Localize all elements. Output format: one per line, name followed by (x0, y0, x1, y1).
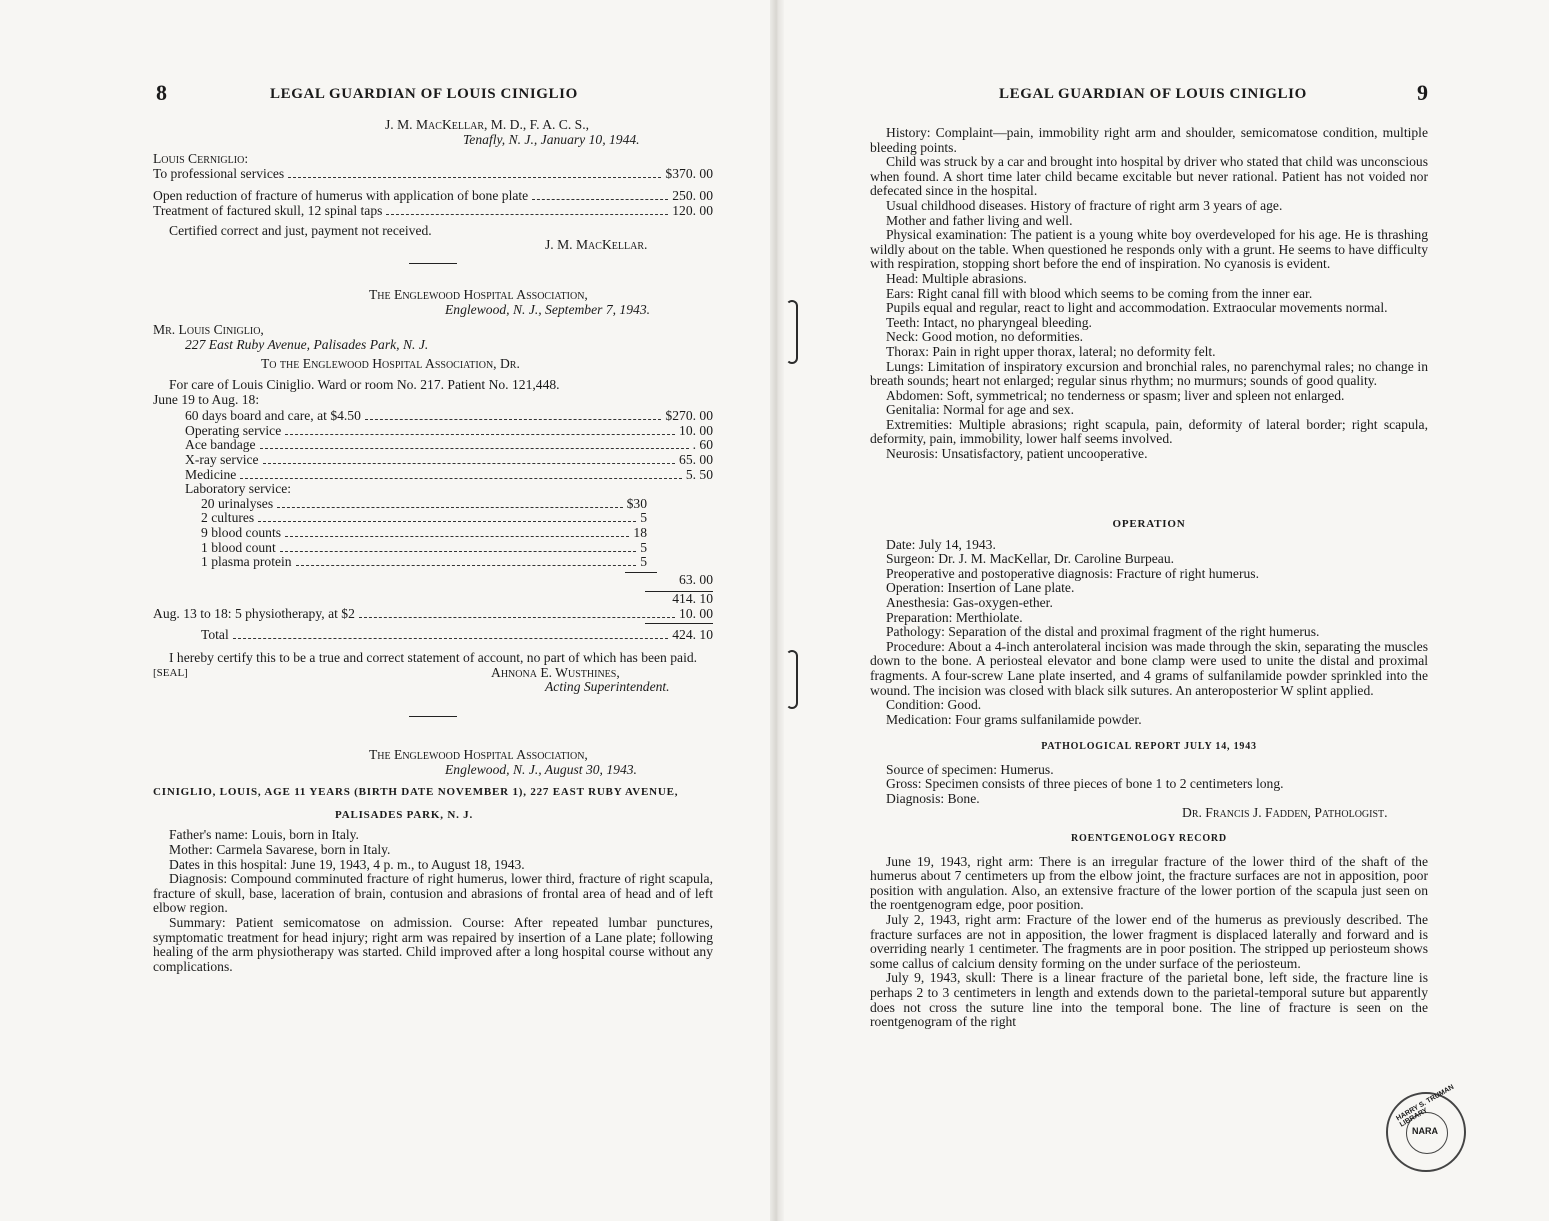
subtotal-amount: 414. 10 (672, 591, 713, 607)
operation-paragraph: Condition: Good. (886, 697, 982, 713)
bill2-line-item: Medicine 5. 50 (185, 466, 713, 482)
bill2-org: The Englewood Hospital Association, (369, 287, 588, 302)
operation-paragraph: Anesthesia: Gas-oxygen-ether. (886, 594, 1053, 610)
pathology-heading: PATHOLOGICAL REPORT JULY 14, 1943 (1041, 741, 1257, 752)
history-paragraph: Pupils equal and regular, react to light and accommodation. Extraocular movements normal. (886, 300, 1388, 316)
stamp-center-text: NARA (1412, 1126, 1438, 1136)
bill2-certify: I hereby certify this to be a true and correct statement of account, no part of which has been paid. (169, 650, 698, 666)
operation-paragraph: Pathology: Separation of the distal and proximal fragment of the right humerus. (886, 624, 1320, 640)
bill2-line-item: 60 days board and care, at $4.50 $270. 00 (185, 408, 713, 424)
hospital-bill (153, 288, 713, 717)
record-heading-cont: PALISADES PARK, N. J. (335, 808, 474, 821)
operation-paragraph: Date: July 14, 1943. (886, 536, 996, 552)
signer-title: Acting Superintendent. (545, 679, 670, 695)
pathologist-signature: Dr. Francis J. Fadden, Pathologist. (1182, 805, 1388, 821)
left-page-number: 8 (156, 80, 167, 105)
operation-heading: OPERATION (1112, 518, 1186, 530)
diagnosis-paragraph: Diagnosis: Compound comminuted fracture of right humerus, lower third, fracture of right scapula, fracture of skull, base, laceration of brain, contusion and abrasions of frontal area of head and of left elbow region. (153, 871, 713, 916)
record-heading: CINIGLIO, LOUIS, AGE 11 YEARS (BIRTH DATE NOVEMBER 1), 227 EAST RUBY AVENUE, (153, 786, 679, 799)
roentgenology-paragraph: June 19, 1943, right arm: There is an irregular fracture of the lower third of the shaft of the humerus about 7 centimeters up from the elbow joint, the fracture surfaces are not in apposition, poor position with angulation. Also, an extensive fracture of the lower portion of the scapula just seen on the roentgenogram edge, poor position. (870, 853, 1428, 913)
pathology-paragraph: Gross: Specimen consists of three pieces of bone 1 to 2 centimeters long. (886, 776, 1284, 792)
bill2-items (153, 409, 713, 587)
bill2-to-line: To the Englewood Hospital Association, Dr. (261, 356, 520, 372)
operation-paragraph: Preoperative and postoperative diagnosis: Fracture of right humerus. (886, 565, 1259, 581)
separator-rule (409, 716, 457, 717)
summary-paragraph: Summary: Patient semicomatose on admission. Course: After repeated lumbar punctures, symptomatic treatment for head injury; right arm was repaired by insertion of a Lane plate; following healing of the arm physiotherapy was started. Child improved after a long hospital course without any complications. (153, 914, 713, 974)
father-line: Father's name: Louis, born in Italy. (169, 827, 359, 843)
history-paragraph: Extremities: Multiple abrasions; right scapula, pain, deformity of lateral border; right scapula, deformity, pain, immobility, lower half seems involved. (870, 416, 1428, 447)
history-paragraph: Neck: Good motion, no deformities. (886, 329, 1084, 345)
lab-total: 63. 00 (679, 571, 713, 587)
doctor-name: J. M. MacKellar, M. D., F. A. C. S., (385, 117, 590, 132)
bill2-care-line: For care of Louis Ciniglio. Ward or room No. 217. Patient No. 121,448. (169, 376, 560, 392)
discharge-record (153, 748, 713, 974)
operation-section (870, 517, 1428, 727)
binding-staple-upper (786, 300, 798, 364)
dates-line: Dates in this hospital: June 19, 1943, 4 p. m., to August 18, 1943. (169, 856, 525, 872)
lab-total-row (185, 573, 713, 588)
bill2-line-item: Ace bandage . 60 (185, 437, 713, 453)
right-page-number: 9 (1417, 80, 1428, 105)
right-running-head: LEGAL GUARDIAN OF LOUIS CINIGLIO (999, 86, 1307, 102)
truman-library-stamp (1386, 1083, 1466, 1172)
binding-staple-lower (786, 650, 798, 709)
history-paragraph: Mother and father living and well. (886, 212, 1073, 228)
history-paragraph: History: Complaint—pain, immobility right arm and shoulder, semicomatose condition, multiple bleeding points. (870, 125, 1428, 155)
roentgenology-paragraph: July 9, 1943, skull: There is a linear fracture of the parietal bone, left side, the fracture line is perhaps 2 to 3 centimeters in length and extends down to the parietal-temporal suture but apparently does not cross the suture line into the temporal bone. The line of fracture is seen on the roentgenogram of the right (870, 970, 1428, 1030)
record-place-date: Englewood, N. J., August 30, 1943. (445, 761, 637, 777)
bill1-line-item: Open reduction of fracture of humerus with application of bone plate 250. 00 (153, 188, 713, 204)
lab-line-item: 2 cultures 5 (201, 510, 647, 526)
pathology-paragraph: Source of specimen: Humerus. (886, 761, 1054, 777)
history-paragraph: Thorax: Pain in right upper thorax, lateral; no deformity felt. (886, 343, 1216, 359)
history-paragraph: Usual childhood diseases. History of fracture of right arm 3 years of age. (886, 197, 1283, 213)
total-rule (645, 623, 713, 624)
bill2-period: June 19 to Aug. 18: (153, 391, 260, 407)
bill1-certified: Certified correct and just, payment not received. (169, 222, 432, 238)
lab-line-item: 1 blood count 5 (201, 539, 647, 555)
bill2-address: 227 East Ruby Avenue, Palisades Park, N. J. (185, 336, 429, 352)
lab-line-item: 20 urinalyses $30 (201, 495, 647, 511)
history-paragraph: Ears: Right canal fill with blood which seems to be coming from the inner ear. (886, 285, 1313, 301)
bill2-line-item: X-ray service 65. 00 (185, 451, 713, 467)
history-section (870, 126, 1428, 462)
physio-row: Aug. 13 to 18: 5 physiotherapy, at $2 10. 00 (153, 605, 713, 621)
bill2-signoff (153, 666, 713, 696)
operation-paragraph: Procedure: About a 4-inch anterolateral incision was made through the skin, separating the muscles down to the bone. A periosteal elevator and bone clamp were used to unite the distal and proximal fragments. A four-screw Lane plate inserted, and 4 grams of sulfanilamide powder sprinkled into the wound. The incision was closed with black silk sutures. An anteroposterior W splint applied. (870, 638, 1428, 698)
history-paragraph: Teeth: Intact, no pharyngeal bleeding. (886, 314, 1092, 330)
mother-line: Mother: Carmela Savarese, born in Italy. (169, 841, 391, 857)
history-paragraph: Child was struck by a car and brought into hospital by driver who stated that child was unconscious when found. A short time later child became excitable but never rational. Patient has not voided nor defecated since in the hospital. (870, 154, 1428, 199)
bill2-addressee: Mr. Louis Ciniglio, (153, 322, 264, 338)
book-gutter (770, 0, 784, 1221)
seal-label: [SEAL] (153, 666, 188, 679)
operation-paragraph: Preparation: Merthiolate. (886, 609, 1023, 625)
history-paragraph: Genitalia: Normal for age and sex. (886, 402, 1074, 418)
lab-line-item: 9 blood counts 18 (201, 524, 647, 540)
bill2-line-item: Operating service 10. 00 (185, 422, 713, 438)
pathology-section (870, 740, 1428, 821)
history-paragraph: Lungs: Limitation of inspiratory excursion and bronchial rales, no parenchymal rales; no change in breath sounds; heart not enlarged; regular sinus rhythm; no murmurs; sounds of good quality. (870, 358, 1428, 389)
left-running-head: LEGAL GUARDIAN OF LOUIS CINIGLIO (270, 86, 578, 102)
operation-paragraph: Medication: Four grams sulfanilamide powder. (886, 711, 1142, 727)
operation-paragraph: Surgeon: Dr. J. M. MacKellar, Dr. Caroline Burpeau. (886, 551, 1175, 567)
roentgenology-heading: ROENTGENOLOGY RECORD (1071, 833, 1227, 844)
bill2-place-date: Englewood, N. J., September 7, 1943. (445, 301, 651, 317)
bill1-recipient: Louis Cerniglio: (153, 151, 249, 167)
total-row: Total 424. 10 (201, 627, 713, 643)
history-paragraph: Abdomen: Soft, symmetrical; no tenderness or spasm; liver and spleen not enlarged. (886, 387, 1345, 403)
lab-line-item: 1 plasma protein 5 (201, 554, 647, 570)
bill1-line-item: To professional services $370. 00 (153, 165, 713, 181)
mackellar-bill (153, 118, 713, 264)
operation-paragraph: Operation: Insertion of Lane plate. (886, 580, 1075, 596)
history-paragraph: Head: Multiple abrasions. (886, 270, 1027, 286)
stamp-ring-text: HARRY S. TRUMAN LIBRARY (1395, 1083, 1456, 1129)
bill1-place-date: Tenafly, N. J., January 10, 1944. (463, 131, 640, 147)
roentgenology-paragraph: July 2, 1943, right arm: Fracture of the lower end of the humerus as previously described. The fracture surfaces are not in apposition, the lower fragment is displaced laterally and forward and is overriding nearly 1 centimeter. The fragments are in poor position. The stripped up periosteum shows some callus of calcium density forming on the under surface of the periosteum. (870, 911, 1428, 971)
bill1-signature: J. M. MacKellar. (545, 237, 648, 253)
lab-items (185, 497, 647, 570)
history-paragraph: Physical examination: The patient is a young white boy overdeveloped for his age. He is thrashing wildly about on the table. When questioned he responds only with a grunt. He seems to have difficulty with respiration, stopping short before the end of inspiration. No cyanosis is evident. (870, 227, 1428, 272)
signer-name: Ahnona E. Wusthines, (491, 664, 620, 680)
roentgenology-section (870, 832, 1428, 1030)
subtotal-row (153, 592, 713, 607)
pathology-paragraph: Diagnosis: Bone. (886, 790, 980, 806)
bill1-line-item: Treatment of factured skull, 12 spinal taps 120. 00 (153, 202, 713, 218)
history-paragraph: Neurosis: Unsatisfactory, patient uncooperative. (886, 446, 1148, 462)
separator-rule (409, 263, 457, 264)
lab-service-label: Laboratory service: (185, 481, 292, 497)
record-org: The Englewood Hospital Association, (369, 747, 588, 762)
